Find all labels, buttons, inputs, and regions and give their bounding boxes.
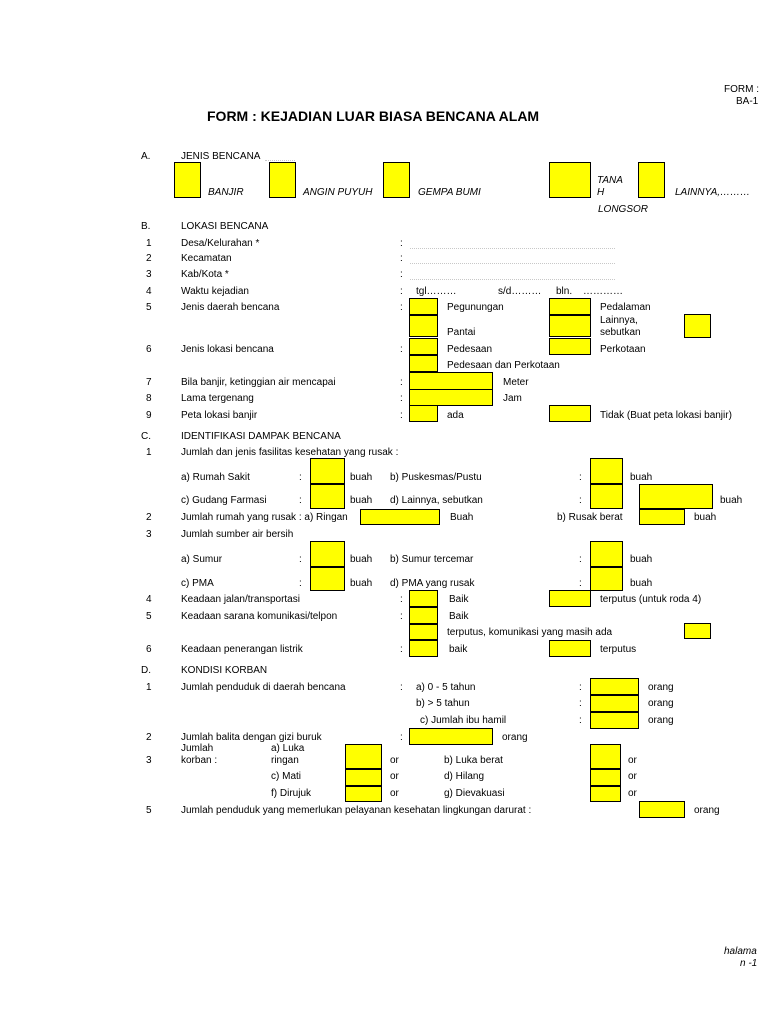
orang-unit: orang [648,715,674,726]
ibu-hamil-input[interactable] [590,712,639,729]
usia-5-label: b) > 5 tahun [416,698,470,709]
lainnya-daerah-label-1: Lainnya, [600,315,638,326]
dirujuk-label: f) Dirujuk [271,788,312,799]
jenis-bencana-line [265,160,295,161]
pedesaan-perkotaan-label: Pedesaan dan Perkotaan [447,360,560,371]
row-number: 5 [146,611,152,622]
colon: : [579,495,582,506]
section-d-heading: KONDISI KORBAN [181,665,268,676]
lainnya-daerah-input[interactable] [684,314,711,338]
row-number: 6 [146,344,152,355]
rusak-berat-input[interactable] [639,509,685,525]
row-number: 2 [146,253,152,264]
tanah-label-2: H [597,187,605,198]
jam-unit: Jam [503,393,522,404]
gudang-farmasi-label: c) Gudang Farmasi [181,495,267,506]
gempa-bumi-checkbox[interactable] [383,162,410,198]
pma-rusak-input[interactable] [590,567,623,591]
pegunungan-checkbox[interactable] [409,298,438,315]
row-number: 8 [146,393,152,404]
tanah-longsor-checkbox[interactable] [549,162,591,198]
hilang-label: d) Hilang [444,771,485,782]
row-number: 9 [146,410,152,421]
or-unit: or [390,788,399,799]
perkotaan-label: Perkotaan [600,344,646,355]
penduduk-label: Jumlah penduduk di daerah bencana [181,682,346,693]
sumur-input[interactable] [310,541,345,567]
jumlah-korban-label-2: korban : [181,755,218,766]
terputus-komunikasi-label: terputus, komunikasi yang masih ada [447,627,613,638]
pedesaan-checkbox[interactable] [409,338,438,355]
kecamatan-label: Kecamatan [181,253,232,264]
orang-unit: orang [648,698,674,709]
orang-unit: orang [502,732,528,743]
puskesmas-label: b) Puskesmas/Pustu [390,472,482,483]
tanah-label-1: TANA [597,175,623,186]
buah-unit: buah [630,472,653,483]
tgl-field[interactable]: tgl……… [416,286,457,297]
usia-5-input[interactable] [590,695,639,712]
page-title: FORM : KEJADIAN LUAR BIASA BENCANA ALAM [207,108,540,124]
or-unit: or [628,755,637,766]
or-unit: or [628,771,637,782]
colon: : [299,472,302,483]
row-number: 3 [146,529,152,540]
section-c-letter: C. [141,431,151,442]
orang-unit: orang [694,805,720,816]
colon: : [579,698,582,709]
pelayanan-label: Jumlah penduduk yang memerlukan pelayanan kesehatan lingkungan darurat : [181,805,532,816]
dievakuasi-label: g) Dievakuasi [444,788,505,799]
tidak-label: Tidak (Buat peta lokasi banjir) [600,410,732,421]
pelayanan-input[interactable] [639,801,685,818]
jenis-daerah-label: Jenis daerah bencana [181,302,280,313]
pantai-checkbox[interactable] [409,315,438,337]
jalan-terputus-checkbox[interactable] [549,590,591,607]
lainnya-fasilitas-input[interactable] [590,484,623,509]
page-number: n -1 [740,958,758,969]
colon: : [400,644,403,655]
colon: : [400,682,403,693]
terputus-roda4-label: terputus (untuk roda 4) [600,594,702,605]
colon: : [400,732,403,743]
mati-label: c) Mati [271,771,301,782]
page-label: halama [724,946,757,957]
pma-label: c) PMA [181,578,214,589]
section-b-letter: B. [141,221,151,232]
buah-unit: buah [350,472,373,483]
listrik-terputus-checkbox[interactable] [549,640,591,657]
fasilitas-label: Jumlah dan jenis fasilitas kesehatan yang rusak : [181,447,399,458]
form-code-label: FORM : [724,84,759,95]
row-number: 3 [146,269,152,280]
pantai-label: Pantai [447,327,476,338]
lainnya-label: LAINNYA,……… [675,187,751,198]
hilang-input[interactable] [590,769,621,786]
puskesmas-input[interactable] [590,458,623,484]
terputus-listrik-label: terputus [600,644,637,655]
colon: : [400,410,403,421]
section-a-letter: A. [141,151,151,162]
luka-ringan-input[interactable] [345,744,382,769]
row-number: 5 [146,805,152,816]
colon: : [579,554,582,565]
jalan-label: Keadaan jalan/transportasi [181,594,300,605]
buah-unit: buah [350,554,373,565]
row-number: 5 [146,302,152,313]
bln-label: bln. [556,286,573,297]
lainnya-fasilitas-sebutkan-input[interactable] [639,484,713,509]
buah-unit: Buah [450,512,474,523]
sd-field[interactable]: s/d……… [498,286,542,297]
balita-label: Jumlah balita dengan gizi buruk [181,732,322,743]
row-number: 6 [146,644,152,655]
lainnya-checkbox[interactable] [638,162,665,198]
colon: : [400,302,403,313]
lainnya-daerah-checkbox[interactable] [549,315,591,337]
pedesaan-perkotaan-checkbox[interactable] [409,355,438,372]
colon: : [400,594,403,605]
peta-tidak-checkbox[interactable] [549,405,591,422]
buah-unit: buah [350,578,373,589]
listrik-label: Keadaan penerangan listrik [181,644,303,655]
baik-label: Baik [449,611,469,622]
meter-unit: Meter [503,377,529,388]
sumur-tercemar-input[interactable] [590,541,623,567]
baik-listrik-label: baik [449,644,468,655]
section-c-heading: IDENTIFIKASI DAMPAK BENCANA [181,431,341,442]
balita-input[interactable] [409,728,493,745]
angin-puyuh-checkbox[interactable] [269,162,296,198]
row-number: 3 [146,755,152,766]
colon: : [579,715,582,726]
colon: : [400,393,403,404]
form-code-value: BA-1 [736,96,759,107]
colon: : [400,344,403,355]
pegunungan-label: Pegunungan [447,302,504,313]
sumur-tercemar-label: b) Sumur tercemar [390,554,474,565]
desa-field[interactable] [410,248,615,249]
luka-ringan-label-1: a) Luka [271,743,305,754]
pedesaan-label: Pedesaan [447,344,493,355]
pedalaman-checkbox[interactable] [549,298,591,315]
lama-label: Lama tergenang [181,393,254,404]
row-number: 2 [146,732,152,743]
komunikasi-label: Keadaan sarana komunikasi/telpon [181,611,338,622]
colon: : [400,286,403,297]
colon: : [400,377,403,388]
ketinggian-input[interactable] [409,372,493,390]
usia-0-5-input[interactable] [590,678,639,695]
dirujuk-input[interactable] [345,786,382,802]
section-b-heading: LOKASI BENCANA [181,221,269,232]
rumah-sakit-input[interactable] [310,458,345,484]
ibu-hamil-label: c) Jumlah ibu hamil [420,715,507,726]
luka-berat-input[interactable] [590,744,621,769]
colon: : [299,495,302,506]
longsor-label: LONGSOR [598,204,649,215]
buah-unit: buah [630,554,653,565]
or-unit: or [390,771,399,782]
kecamatan-field[interactable] [410,263,615,264]
air-bersih-label: Jumlah sumber air bersih [181,529,294,540]
colon: : [400,269,403,280]
colon: : [579,578,582,589]
kabkota-label: Kab/Kota * [181,269,229,280]
buah-unit: buah [720,495,743,506]
row-number: 1 [146,238,152,249]
buah-unit: buah [630,578,653,589]
rumah-rusak-label: Jumlah rumah yang rusak : a) Ringan [181,512,348,523]
buah-unit: buah [350,495,373,506]
section-a-heading: JENIS BENCANA [181,151,261,162]
rusak-berat-label: b) Rusak berat [557,512,623,523]
listrik-baik-checkbox[interactable] [409,640,438,657]
lainnya-fasilitas-label: d) Lainnya, sebutkan [390,495,483,506]
orang-unit: orang [648,682,674,693]
lainnya-daerah-label-2: sebutkan [600,327,641,338]
colon: : [299,554,302,565]
colon: : [400,611,403,622]
row-number: 1 [146,682,152,693]
colon: : [299,578,302,589]
pma-rusak-label: d) PMA yang rusak [390,578,475,589]
colon: : [579,682,582,693]
luka-berat-label: b) Luka berat [444,755,503,766]
perkotaan-checkbox[interactable] [549,338,591,355]
mati-input[interactable] [345,769,382,786]
colon: : [579,472,582,483]
sumur-label: a) Sumur [181,554,223,565]
peta-label: Peta lokasi banjir [181,410,258,421]
colon: : [400,253,403,264]
gempa-bumi-label: GEMPA BUMI [418,187,481,198]
banjir-checkbox[interactable] [174,162,201,198]
jalan-baik-checkbox[interactable] [409,590,438,607]
pma-input[interactable] [310,567,345,591]
pedalaman-label: Pedalaman [600,302,651,313]
row-number: 7 [146,377,152,388]
row-number: 4 [146,594,152,605]
ada-label: ada [447,410,464,421]
waktu-label: Waktu kejadian [181,286,249,297]
bln-field[interactable]: ………… [583,286,623,297]
buah-unit: buah [694,512,717,523]
row-number: 4 [146,286,152,297]
komunikasi-ada-input[interactable] [684,623,711,639]
desa-label: Desa/Kelurahan * [181,238,260,249]
baik-label: Baik [449,594,469,605]
row-number: 1 [146,447,152,458]
colon: : [400,238,403,249]
luka-ringan-label-2: ringan [271,755,299,766]
angin-puyuh-label: ANGIN PUYUH [303,187,373,198]
jenis-lokasi-label: Jenis lokasi bencana [181,344,274,355]
komunikasi-terputus-checkbox[interactable] [409,624,438,640]
rumah-sakit-label: a) Rumah Sakit [181,472,250,483]
or-unit: or [390,755,399,766]
banjir-label: BANJIR [208,187,244,198]
or-unit: or [628,788,637,799]
usia-0-5-label: a) 0 - 5 tahun [416,682,476,693]
ketinggian-label: Bila banjir, ketinggian air mencapai [181,377,336,388]
rumah-ringan-input[interactable] [360,509,440,525]
row-number: 2 [146,512,152,523]
gudang-farmasi-input[interactable] [310,484,345,509]
lama-input[interactable] [409,389,493,406]
dievakuasi-input[interactable] [590,786,621,802]
jumlah-korban-label-1: Jumlah [181,743,214,754]
komunikasi-baik-checkbox[interactable] [409,607,438,624]
section-d-letter: D. [141,665,151,676]
peta-ada-checkbox[interactable] [409,405,438,422]
kabkota-field[interactable] [410,279,615,280]
